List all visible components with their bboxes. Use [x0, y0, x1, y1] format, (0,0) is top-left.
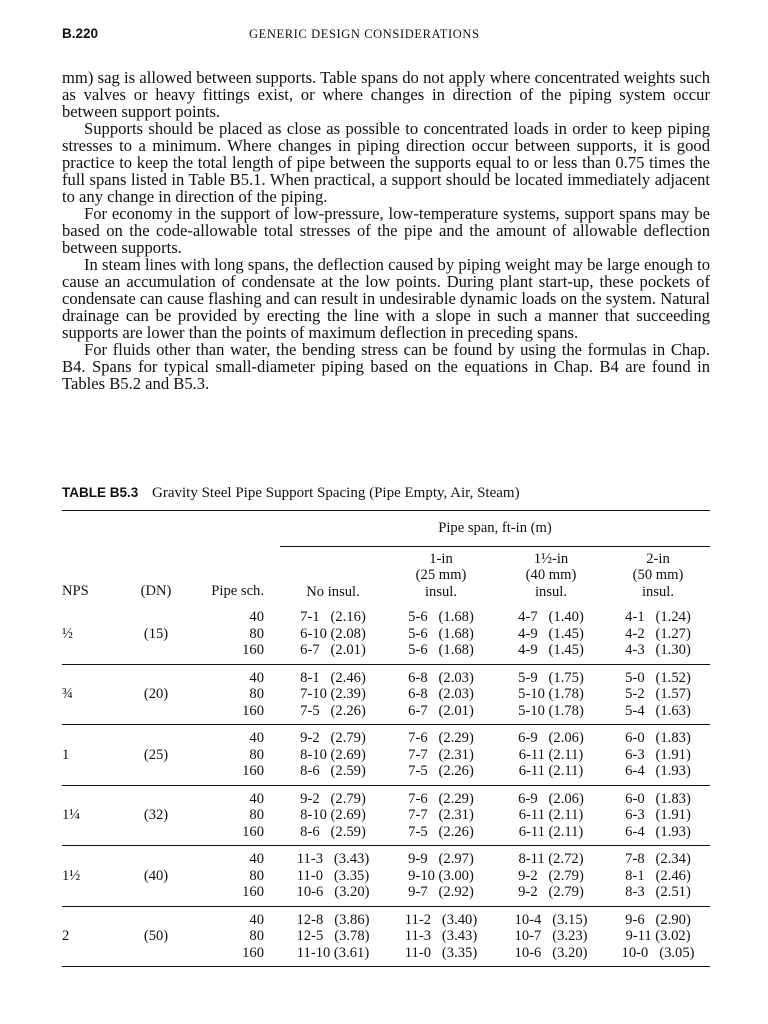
two-in-insul-span-cell: 6-0 (1.83): [625, 790, 691, 807]
schedule-cell: 160: [198, 824, 280, 846]
paragraph: mm) sag is allowed between supports. Table spans do not apply where concentrated weights such as valves or heavy fittings exist, or where changes in direction of the piping system occur between support points.: [62, 68, 710, 121]
table-row: [62, 747, 710, 764]
no-insul-span-cell: 11-10 (3.61): [296, 944, 370, 961]
dn-cell: [114, 906, 198, 928]
no-insul-span-cell: 11-3 (3.43): [296, 851, 370, 867]
nps-cell: [62, 906, 114, 928]
two-in-insul-span-cell: 4-2 (1.27): [625, 625, 691, 642]
no-insul-span-cell: 9-2 (2.79): [300, 790, 366, 807]
two-in-insul-span-cell: 9-11 (3.02): [625, 928, 691, 944]
two-in-insul-span-cell: 4-1 (1.24): [625, 609, 691, 625]
no-insul-span-cell: 8-6 (2.59): [280, 824, 386, 846]
dn-cell: (40): [143, 867, 169, 884]
one-half-in-insul-span-cell: 6-9 (2.06): [518, 790, 584, 807]
two-in-insul-span-cell: 6-0 (1.83): [625, 730, 691, 746]
nps-cell: [62, 604, 114, 626]
one-half-in-insul-span-cell: 9-2 (2.79): [496, 884, 606, 906]
schedule-cell: 80: [249, 686, 264, 702]
one-in-insul-span-cell: 5-6 (1.68): [408, 625, 474, 642]
two-in-insul-span-cell: 7-8 (2.34): [625, 851, 691, 867]
no-insul-span-cell: 8-6 (2.59): [280, 763, 386, 785]
nps-cell: [62, 884, 114, 906]
table-label: TABLE B5.3: [62, 485, 139, 500]
schedule-cell: 160: [198, 703, 280, 725]
one-in-insul-span-cell: 6-8 (2.03): [408, 669, 474, 686]
page-header: [62, 26, 710, 46]
one-in-insul-span-cell: 11-2 (3.40): [404, 911, 478, 928]
one-in-insul-span-cell: 7-5 (2.26): [386, 824, 496, 846]
nps-cell: 1½: [62, 867, 81, 884]
schedule-cell: 80: [249, 928, 264, 944]
no-insul-span-cell: 9-2 (2.79): [300, 730, 366, 746]
schedule-cell: 40: [249, 911, 264, 928]
dn-cell: [114, 846, 198, 868]
dn-cell: [114, 785, 198, 807]
no-insul-span-cell: 12-5 (3.78): [296, 928, 370, 944]
nps-cell: 1¼: [62, 807, 81, 823]
table-row: [62, 686, 710, 703]
two-in-insul-span-cell: 8-1 (2.46): [625, 867, 691, 884]
schedule-cell: 160: [198, 763, 280, 785]
one-half-in-insul-span-cell: 6-11 (2.11): [496, 763, 606, 785]
table-row: [62, 945, 710, 967]
table-row: [62, 664, 710, 686]
dn-cell: [114, 604, 198, 626]
schedule-cell: 40: [249, 851, 264, 867]
two-in-insul-span-cell: 8-3 (2.51): [606, 884, 710, 906]
nps-cell: [62, 846, 114, 868]
no-insul-span-cell: 6-10 (2.08): [300, 625, 366, 642]
schedule-cell: 40: [249, 730, 264, 746]
two-in-insul-span-cell: 6-4 (1.93): [606, 824, 710, 846]
one-half-in-insul-span-cell: 5-9 (1.75): [518, 669, 584, 686]
one-half-in-insul-span-cell: 8-11 (2.72): [518, 851, 584, 867]
schedule-cell: 80: [249, 746, 264, 763]
schedule-cell: 160: [198, 884, 280, 906]
table-row: [62, 807, 710, 824]
nps-cell: [62, 664, 114, 686]
table-row: [62, 824, 710, 846]
col-header-1-5in-insul: 1½-in (40 mm) insul.: [525, 550, 577, 600]
one-in-insul-span-cell: 6-8 (2.03): [408, 686, 474, 702]
support-spacing-table: [62, 510, 710, 967]
no-insul-span-cell: 7-1 (2.16): [300, 609, 366, 625]
one-half-in-insul-span-cell: 10-7 (3.23): [514, 928, 588, 944]
no-insul-span-cell: 12-8 (3.86): [296, 911, 370, 928]
two-in-insul-span-cell: 5-2 (1.57): [625, 686, 691, 702]
two-in-insul-span-cell: 4-3 (1.30): [606, 642, 710, 664]
no-insul-span-cell: 7-10 (2.39): [300, 686, 366, 702]
col-header-2in-insul: 2-in (50 mm) insul.: [632, 550, 684, 600]
dn-cell: [114, 664, 198, 686]
schedule-cell: 80: [249, 625, 264, 642]
one-in-insul-span-cell: 11-3 (3.43): [404, 928, 478, 944]
one-half-in-insul-span-cell: 6-11 (2.11): [496, 824, 606, 846]
dn-cell: [114, 824, 198, 846]
table-title: Gravity Steel Pipe Support Spacing (Pipe Empty, Air, Steam): [152, 485, 520, 501]
table-row: [62, 703, 710, 725]
nps-cell: [62, 945, 114, 967]
dn-cell: [114, 642, 198, 664]
schedule-cell: 40: [249, 609, 264, 625]
dn-cell: [114, 703, 198, 725]
two-in-insul-span-cell: 6-4 (1.93): [606, 763, 710, 785]
col-header-no-insul: No insul.: [306, 583, 360, 600]
running-head: GENERIC DESIGN CONSIDERATIONS: [249, 27, 480, 41]
one-in-insul-span-cell: 9-10 (3.00): [408, 867, 474, 884]
col-header-1in-insul: 1-in (25 mm) insul.: [415, 550, 467, 600]
one-half-in-insul-span-cell: 5-10 (1.78): [518, 686, 584, 702]
one-half-in-insul-span-cell: 4-9 (1.45): [496, 642, 606, 664]
one-in-insul-span-cell: 6-7 (2.01): [386, 703, 496, 725]
schedule-cell: 40: [249, 790, 264, 807]
dn-cell: [114, 884, 198, 906]
dn-cell: [114, 725, 198, 747]
two-in-insul-span-cell: 6-3 (1.91): [625, 807, 691, 823]
one-half-in-insul-span-cell: 10-6 (3.20): [514, 944, 588, 961]
paragraph: Supports should be placed as close as possible to concentrated loads in order to keep piping stresses to a minimum. Where changes in piping direction occur between supports, it is good practice to keep the total length of pipe between the supports equal to or less than 0.75 times the full spans listed in Table B5.1. When practical, a support should be located immediately adjacent to any change in direction of the piping.: [62, 119, 710, 206]
dn-cell: [114, 945, 198, 967]
table-row: [62, 626, 710, 643]
two-in-insul-span-cell: 6-3 (1.91): [625, 746, 691, 763]
col-header-nps: NPS: [62, 583, 89, 600]
one-in-insul-span-cell: 5-6 (1.68): [386, 642, 496, 664]
one-half-in-insul-span-cell: 5-10 (1.78): [496, 703, 606, 725]
dn-cell: (20): [143, 686, 169, 702]
one-in-insul-span-cell: 7-7 (2.31): [408, 746, 474, 763]
one-half-in-insul-span-cell: 6-9 (2.06): [518, 730, 584, 746]
table-span-header-row: [62, 511, 710, 546]
one-in-insul-span-cell: 5-6 (1.68): [408, 609, 474, 625]
no-insul-span-cell: 8-10 (2.69): [300, 807, 366, 823]
nps-cell: ¾: [62, 686, 73, 702]
nps-cell: 1: [62, 746, 70, 763]
two-in-insul-span-cell: 5-0 (1.52): [625, 669, 691, 686]
body-text: [62, 69, 710, 392]
no-insul-span-cell: 6-7 (2.01): [280, 642, 386, 664]
paragraph: For economy in the support of low-pressure, low-temperature systems, support spans may be based on the code-allowable total stresses of the pipe and the amount of allowable deflection between supports.: [62, 204, 710, 257]
table-column-header-row: [62, 546, 710, 604]
span-header: Pipe span, ft-in (m): [280, 511, 710, 546]
table-row: [62, 884, 710, 906]
table-caption: [62, 485, 710, 502]
table-row: [62, 785, 710, 807]
table-row: [62, 725, 710, 747]
one-in-insul-span-cell: 7-6 (2.29): [408, 790, 474, 807]
one-in-insul-span-cell: 11-0 (3.35): [404, 944, 478, 961]
nps-cell: [62, 642, 114, 664]
dn-cell: [114, 763, 198, 785]
one-half-in-insul-span-cell: 9-2 (2.79): [518, 867, 584, 884]
col-header-sch: Pipe sch.: [211, 583, 264, 600]
nps-cell: [62, 725, 114, 747]
table-row: [62, 928, 710, 945]
nps-cell: [62, 824, 114, 846]
no-insul-span-cell: 11-0 (3.35): [296, 867, 370, 884]
one-in-insul-span-cell: 7-6 (2.29): [408, 730, 474, 746]
one-half-in-insul-span-cell: 4-9 (1.45): [518, 625, 584, 642]
table-row: [62, 642, 710, 664]
page-number: B.220: [62, 26, 99, 41]
nps-cell: [62, 763, 114, 785]
one-in-insul-span-cell: 7-5 (2.26): [386, 763, 496, 785]
one-half-in-insul-span-cell: 6-11 (2.11): [518, 746, 584, 763]
schedule-cell: 160: [242, 944, 264, 961]
schedule-cell: 80: [249, 867, 264, 884]
schedule-cell: 160: [198, 642, 280, 664]
one-half-in-insul-span-cell: 10-4 (3.15): [514, 911, 588, 928]
one-in-insul-span-cell: 9-9 (2.97): [408, 851, 474, 867]
no-insul-span-cell: 8-1 (2.46): [300, 669, 366, 686]
table-row: [62, 763, 710, 785]
dn-cell: (25): [143, 746, 169, 763]
schedule-cell: 40: [249, 669, 264, 686]
schedule-cell: 80: [249, 807, 264, 823]
one-in-insul-span-cell: 7-7 (2.31): [408, 807, 474, 823]
table-row: [62, 846, 710, 868]
one-half-in-insul-span-cell: 4-7 (1.40): [518, 609, 584, 625]
paragraph: In steam lines with long spans, the deflection caused by piping weight may be large enough to cause an accumulation of condensate at the low points. During plant start-up, these pockets of condensate can cause flashing and can result in undesirable dynamic loads on the system. Natural drainage can be provided by erecting the line with a slope in such a manner that succeeding supports are lower than the points of maximum deflection in preceding spans.: [62, 255, 710, 342]
paragraph: For fluids other than water, the bending stress can be found by using the formulas in Chap. B4. Spans for typical small-diameter piping based on the equations in Chap. B4 are found in Tables B5.2 and B5.3.: [62, 340, 710, 393]
nps-cell: [62, 703, 114, 725]
dn-cell: (50): [143, 928, 169, 944]
one-in-insul-span-cell: 9-7 (2.92): [386, 884, 496, 906]
col-header-dn: (DN): [140, 583, 172, 600]
two-in-insul-span-cell: 5-4 (1.63): [606, 703, 710, 725]
table-row: [62, 868, 710, 885]
no-insul-span-cell: 10-6 (3.20): [280, 884, 386, 906]
table-row: [62, 604, 710, 626]
nps-cell: [62, 785, 114, 807]
dn-cell: (32): [143, 807, 169, 823]
two-in-insul-span-cell: 9-6 (2.90): [625, 911, 691, 928]
two-in-insul-span-cell: 10-0 (3.05): [621, 944, 695, 961]
nps-cell: 2: [62, 928, 70, 944]
table-row: [62, 906, 710, 928]
one-half-in-insul-span-cell: 6-11 (2.11): [518, 807, 584, 823]
no-insul-span-cell: 7-5 (2.26): [280, 703, 386, 725]
dn-cell: (15): [143, 625, 169, 642]
no-insul-span-cell: 8-10 (2.69): [300, 746, 366, 763]
nps-cell: ½: [62, 625, 73, 642]
